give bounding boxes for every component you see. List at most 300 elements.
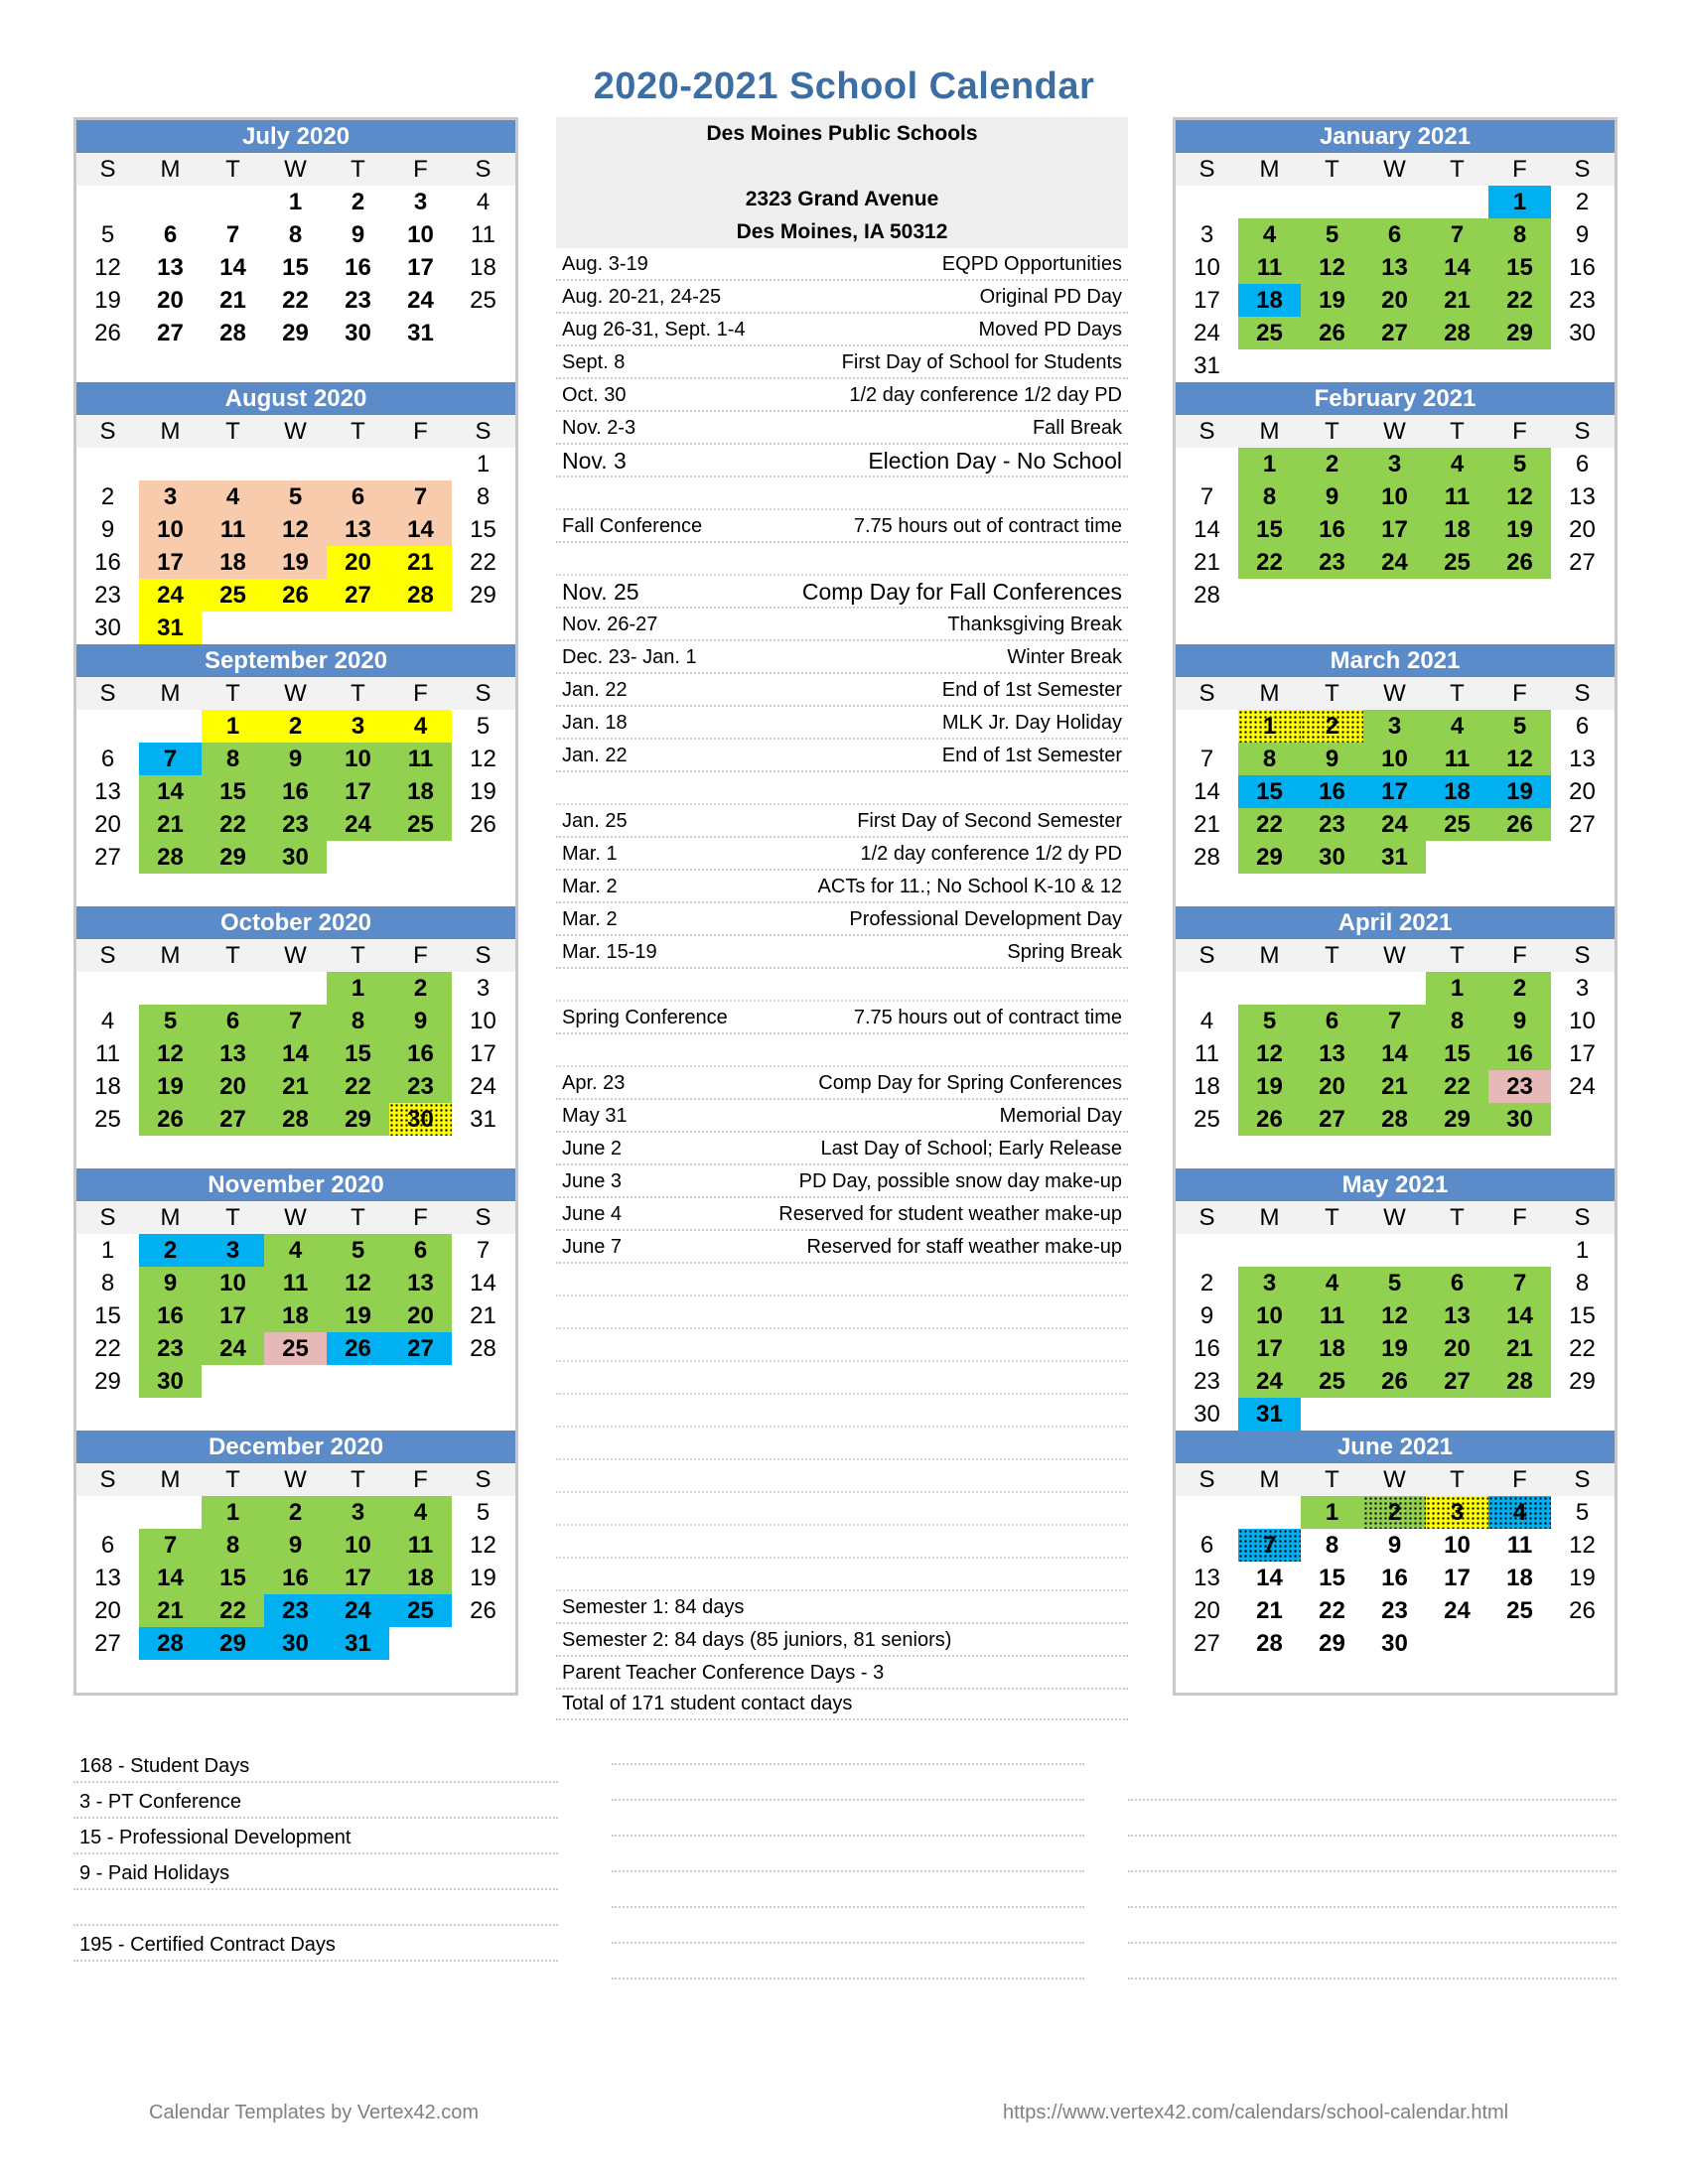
calendar-day[interactable]: 6: [1426, 1267, 1488, 1299]
calendar-day[interactable]: 11: [1506, 1532, 1533, 1559]
calendar-day[interactable]: 12: [1488, 480, 1551, 513]
calendar-day[interactable]: 10: [1363, 743, 1426, 775]
calendar-day[interactable]: 9: [1488, 1005, 1551, 1037]
calendar-day[interactable]: 27: [327, 579, 389, 612]
calendar-day[interactable]: 26: [327, 1332, 389, 1365]
calendar-day[interactable]: 12: [94, 254, 121, 281]
calendar-day[interactable]: 11: [1238, 251, 1301, 284]
calendar-day[interactable]: 23: [345, 287, 371, 314]
calendar-day[interactable]: 12: [470, 746, 496, 772]
calendar-day[interactable]: 1: [1575, 1237, 1590, 1264]
calendar-day[interactable]: 12: [1238, 1037, 1301, 1070]
calendar-day[interactable]: 23: [139, 1332, 202, 1365]
calendar-day[interactable]: 27: [1194, 1630, 1220, 1657]
calendar-day[interactable]: 7: [139, 743, 202, 775]
calendar-day[interactable]: 21: [1256, 1597, 1283, 1624]
calendar-day[interactable]: 8: [1426, 1005, 1488, 1037]
calendar-day[interactable]: 25: [389, 808, 452, 841]
calendar-day[interactable]: 13: [1569, 746, 1596, 772]
calendar-day[interactable]: 27: [1569, 811, 1596, 838]
calendar-day[interactable]: 29: [470, 582, 496, 609]
calendar-day[interactable]: 2: [139, 1234, 202, 1267]
calendar-day[interactable]: 20: [1426, 1332, 1488, 1365]
calendar-day[interactable]: 9: [1387, 1532, 1402, 1559]
calendar-day[interactable]: 21: [139, 808, 202, 841]
calendar-day[interactable]: 23: [389, 1070, 452, 1103]
calendar-day[interactable]: 30: [345, 320, 371, 346]
calendar-day[interactable]: 21: [389, 546, 452, 579]
calendar-day[interactable]: 23: [1301, 808, 1363, 841]
calendar-day[interactable]: 14: [1194, 516, 1220, 543]
calendar-day[interactable]: 5: [139, 1005, 202, 1037]
calendar-day[interactable]: 19: [327, 1299, 389, 1332]
calendar-day[interactable]: 19: [1488, 513, 1551, 546]
calendar-day[interactable]: 7: [1488, 1267, 1551, 1299]
calendar-day[interactable]: 5: [476, 1499, 491, 1526]
calendar-day[interactable]: 3: [1363, 448, 1426, 480]
calendar-day[interactable]: 3: [1238, 1267, 1301, 1299]
calendar-day[interactable]: 18: [470, 254, 496, 281]
calendar-day[interactable]: 31: [1238, 1398, 1301, 1431]
calendar-day[interactable]: 12: [1488, 743, 1551, 775]
calendar-day[interactable]: 26: [139, 1103, 202, 1136]
calendar-day[interactable]: 25: [264, 1332, 327, 1365]
calendar-day[interactable]: 29: [282, 320, 309, 346]
calendar-day[interactable]: 1: [202, 1496, 264, 1529]
calendar-day[interactable]: 16: [94, 549, 121, 576]
calendar-day[interactable]: 30: [264, 841, 327, 874]
calendar-day[interactable]: 17: [327, 1562, 389, 1594]
calendar-day[interactable]: 14: [264, 1037, 327, 1070]
calendar-day[interactable]: 24: [470, 1073, 496, 1100]
calendar-day[interactable]: 30: [1381, 1630, 1408, 1657]
calendar-day[interactable]: 28: [1488, 1365, 1551, 1398]
calendar-day[interactable]: 13: [389, 1267, 452, 1299]
calendar-day[interactable]: 28: [470, 1335, 496, 1362]
calendar-day[interactable]: 4: [1301, 1267, 1363, 1299]
calendar-day[interactable]: 13: [1426, 1299, 1488, 1332]
calendar-day[interactable]: 28: [1426, 317, 1488, 349]
calendar-day[interactable]: 18: [94, 1073, 121, 1100]
calendar-day[interactable]: 15: [202, 775, 264, 808]
calendar-day[interactable]: 5: [100, 221, 115, 248]
calendar-day[interactable]: 31: [407, 320, 434, 346]
calendar-day[interactable]: 5: [1301, 218, 1363, 251]
calendar-day[interactable]: 27: [94, 844, 121, 871]
calendar-day[interactable]: 2: [1301, 710, 1363, 743]
calendar-day[interactable]: 18: [1194, 1073, 1220, 1100]
calendar-day[interactable]: 18: [1426, 513, 1488, 546]
calendar-day[interactable]: 5: [1238, 1005, 1301, 1037]
calendar-day[interactable]: 26: [1488, 546, 1551, 579]
calendar-day[interactable]: 15: [1319, 1565, 1345, 1591]
calendar-day[interactable]: 13: [1363, 251, 1426, 284]
calendar-day[interactable]: 24: [327, 1594, 389, 1627]
calendar-day[interactable]: 28: [1363, 1103, 1426, 1136]
calendar-day[interactable]: 11: [389, 1529, 452, 1562]
calendar-day[interactable]: 16: [139, 1299, 202, 1332]
calendar-day[interactable]: 6: [163, 221, 178, 248]
calendar-day[interactable]: 20: [202, 1070, 264, 1103]
calendar-day[interactable]: 4: [1238, 218, 1301, 251]
calendar-day[interactable]: 22: [1488, 284, 1551, 317]
calendar-day[interactable]: 18: [1238, 284, 1301, 317]
calendar-day[interactable]: 24: [1363, 808, 1426, 841]
calendar-day[interactable]: 27: [202, 1103, 264, 1136]
calendar-day[interactable]: 7: [225, 221, 240, 248]
calendar-day[interactable]: 1: [100, 1237, 115, 1264]
calendar-day[interactable]: 5: [1488, 710, 1551, 743]
calendar-day[interactable]: 24: [1238, 1365, 1301, 1398]
calendar-day[interactable]: 6: [1575, 713, 1590, 740]
calendar-day[interactable]: 27: [1363, 317, 1426, 349]
calendar-day[interactable]: 7: [1199, 746, 1214, 772]
calendar-day[interactable]: 12: [1363, 1299, 1426, 1332]
calendar-day[interactable]: 20: [94, 811, 121, 838]
calendar-day[interactable]: 13: [1301, 1037, 1363, 1070]
calendar-day[interactable]: 15: [282, 254, 309, 281]
calendar-day[interactable]: 19: [470, 778, 496, 805]
calendar-day[interactable]: 23: [1194, 1368, 1220, 1395]
calendar-day[interactable]: 28: [389, 579, 452, 612]
calendar-day[interactable]: 13: [202, 1037, 264, 1070]
calendar-day[interactable]: 2: [100, 483, 115, 510]
calendar-day[interactable]: 11: [95, 1040, 120, 1067]
calendar-day[interactable]: 3: [327, 1496, 389, 1529]
calendar-day[interactable]: 17: [1363, 775, 1426, 808]
calendar-day[interactable]: 13: [1569, 483, 1596, 510]
calendar-day[interactable]: 30: [1194, 1401, 1220, 1428]
calendar-day[interactable]: 29: [202, 841, 264, 874]
calendar-day[interactable]: 10: [407, 221, 434, 248]
calendar-day[interactable]: 14: [139, 1562, 202, 1594]
calendar-day[interactable]: 17: [1194, 287, 1220, 314]
calendar-day[interactable]: 14: [1256, 1565, 1283, 1591]
calendar-day[interactable]: 4: [100, 1008, 115, 1034]
calendar-day[interactable]: 7: [1199, 483, 1214, 510]
calendar-day[interactable]: 7: [476, 1237, 491, 1264]
calendar-day[interactable]: 30: [94, 614, 121, 641]
calendar-day[interactable]: 7: [1363, 1005, 1426, 1037]
calendar-day[interactable]: 20: [327, 546, 389, 579]
calendar-day[interactable]: 28: [219, 320, 246, 346]
calendar-day[interactable]: 31: [1194, 352, 1220, 379]
calendar-day[interactable]: 18: [389, 1562, 452, 1594]
calendar-day[interactable]: 8: [1238, 480, 1301, 513]
calendar-day[interactable]: 8: [327, 1005, 389, 1037]
calendar-day[interactable]: 11: [1195, 1040, 1219, 1067]
calendar-day[interactable]: 2: [1363, 1496, 1426, 1529]
calendar-day[interactable]: 25: [1506, 1597, 1533, 1624]
calendar-day[interactable]: 21: [1194, 549, 1220, 576]
calendar-day[interactable]: 22: [202, 1594, 264, 1627]
calendar-day[interactable]: 15: [1426, 1037, 1488, 1070]
calendar-day[interactable]: 1: [1238, 710, 1301, 743]
calendar-day[interactable]: 17: [1569, 1040, 1596, 1067]
calendar-day[interactable]: 25: [1194, 1106, 1220, 1133]
calendar-day[interactable]: 3: [327, 710, 389, 743]
calendar-day[interactable]: 17: [202, 1299, 264, 1332]
calendar-day[interactable]: 15: [1238, 775, 1301, 808]
calendar-day[interactable]: 16: [1194, 1335, 1220, 1362]
calendar-day[interactable]: 26: [470, 1597, 496, 1624]
calendar-day[interactable]: 4: [389, 710, 452, 743]
calendar-day[interactable]: 2: [1301, 448, 1363, 480]
calendar-day[interactable]: 27: [157, 320, 184, 346]
calendar-day[interactable]: 8: [1488, 218, 1551, 251]
calendar-day[interactable]: 21: [264, 1070, 327, 1103]
calendar-day[interactable]: 20: [94, 1597, 121, 1624]
calendar-day[interactable]: 22: [202, 808, 264, 841]
calendar-day[interactable]: 4: [264, 1234, 327, 1267]
calendar-day[interactable]: 8: [476, 483, 491, 510]
calendar-day[interactable]: 8: [1575, 1270, 1590, 1297]
calendar-day[interactable]: 16: [264, 775, 327, 808]
calendar-day[interactable]: 26: [1569, 1597, 1596, 1624]
calendar-day[interactable]: 25: [202, 579, 264, 612]
calendar-day[interactable]: 24: [202, 1332, 264, 1365]
calendar-day[interactable]: 10: [1569, 1008, 1596, 1034]
calendar-day[interactable]: 20: [1569, 516, 1596, 543]
calendar-day[interactable]: 22: [470, 549, 496, 576]
calendar-day[interactable]: 8: [1238, 743, 1301, 775]
calendar-day[interactable]: 2: [389, 972, 452, 1005]
calendar-day[interactable]: 24: [407, 287, 434, 314]
calendar-day[interactable]: 11: [389, 743, 452, 775]
calendar-day[interactable]: 22: [1238, 808, 1301, 841]
calendar-day[interactable]: 22: [327, 1070, 389, 1103]
footer-url-link[interactable]: https://www.vertex42.com/calendars/school-calendar.html: [1003, 2102, 1509, 2123]
calendar-day[interactable]: 2: [1199, 1270, 1214, 1297]
calendar-day[interactable]: 14: [139, 775, 202, 808]
calendar-day[interactable]: 30: [389, 1103, 452, 1136]
calendar-day[interactable]: 12: [264, 513, 327, 546]
calendar-day[interactable]: 16: [345, 254, 371, 281]
calendar-day[interactable]: 9: [1301, 480, 1363, 513]
calendar-day[interactable]: 31: [470, 1106, 496, 1133]
calendar-day[interactable]: 16: [1488, 1037, 1551, 1070]
calendar-day[interactable]: 6: [100, 746, 115, 772]
calendar-day[interactable]: 10: [202, 1267, 264, 1299]
calendar-day[interactable]: 22: [1569, 1335, 1596, 1362]
calendar-day[interactable]: 10: [139, 513, 202, 546]
calendar-day[interactable]: 18: [264, 1299, 327, 1332]
calendar-day[interactable]: 1: [202, 710, 264, 743]
calendar-day[interactable]: 11: [264, 1267, 327, 1299]
calendar-day[interactable]: 10: [1238, 1299, 1301, 1332]
calendar-day[interactable]: 22: [1426, 1070, 1488, 1103]
calendar-day[interactable]: 27: [94, 1630, 121, 1657]
calendar-day[interactable]: 15: [1569, 1302, 1596, 1329]
calendar-day[interactable]: 28: [139, 1627, 202, 1660]
footer-credit[interactable]: Calendar Templates by Vertex42.com: [149, 2102, 480, 2123]
calendar-day[interactable]: 5: [264, 480, 327, 513]
calendar-day[interactable]: 18: [202, 546, 264, 579]
calendar-day[interactable]: 3: [413, 189, 428, 215]
calendar-day[interactable]: 21: [470, 1302, 496, 1329]
calendar-day[interactable]: 29: [1238, 841, 1301, 874]
calendar-day[interactable]: 7: [1426, 218, 1488, 251]
calendar-day[interactable]: 15: [1238, 513, 1301, 546]
calendar-day[interactable]: 4: [389, 1496, 452, 1529]
calendar-day[interactable]: 14: [219, 254, 246, 281]
calendar-day[interactable]: 16: [1569, 254, 1596, 281]
calendar-day[interactable]: 9: [389, 1005, 452, 1037]
calendar-day[interactable]: 16: [1381, 1565, 1408, 1591]
calendar-day[interactable]: 8: [202, 1529, 264, 1562]
calendar-day[interactable]: 25: [1301, 1365, 1363, 1398]
calendar-day[interactable]: 12: [1301, 251, 1363, 284]
calendar-day[interactable]: 15: [94, 1302, 121, 1329]
calendar-day[interactable]: 14: [470, 1270, 496, 1297]
calendar-day[interactable]: 24: [327, 808, 389, 841]
calendar-day[interactable]: 20: [1301, 1070, 1363, 1103]
calendar-day[interactable]: 10: [1444, 1532, 1471, 1559]
calendar-day[interactable]: 24: [1444, 1597, 1471, 1624]
calendar-day[interactable]: 14: [1194, 778, 1220, 805]
calendar-day[interactable]: 3: [1575, 975, 1590, 1002]
calendar-day[interactable]: 27: [1301, 1103, 1363, 1136]
calendar-day[interactable]: 17: [1444, 1565, 1471, 1591]
calendar-day[interactable]: 29: [327, 1103, 389, 1136]
calendar-day[interactable]: 19: [139, 1070, 202, 1103]
calendar-day[interactable]: 4: [476, 189, 491, 215]
calendar-day[interactable]: 6: [327, 480, 389, 513]
calendar-day[interactable]: 29: [1426, 1103, 1488, 1136]
calendar-day[interactable]: 6: [1575, 451, 1590, 478]
calendar-day[interactable]: 29: [94, 1368, 121, 1395]
calendar-day[interactable]: 9: [100, 516, 115, 543]
calendar-day[interactable]: 13: [1194, 1565, 1220, 1591]
calendar-day[interactable]: 12: [327, 1267, 389, 1299]
calendar-day[interactable]: 8: [1325, 1532, 1339, 1559]
calendar-day[interactable]: 19: [1238, 1070, 1301, 1103]
calendar-day[interactable]: 17: [139, 546, 202, 579]
calendar-day[interactable]: 21: [1426, 284, 1488, 317]
calendar-day[interactable]: 27: [1426, 1365, 1488, 1398]
calendar-day[interactable]: 1: [288, 189, 303, 215]
calendar-day[interactable]: 7: [139, 1529, 202, 1562]
calendar-day[interactable]: 21: [139, 1594, 202, 1627]
calendar-day[interactable]: 19: [1488, 775, 1551, 808]
calendar-day[interactable]: 15: [327, 1037, 389, 1070]
calendar-day[interactable]: 5: [1363, 1267, 1426, 1299]
calendar-day[interactable]: 11: [471, 221, 495, 248]
calendar-day[interactable]: 26: [94, 320, 121, 346]
calendar-day[interactable]: 21: [219, 287, 246, 314]
calendar-day[interactable]: 18: [1426, 775, 1488, 808]
calendar-day[interactable]: 30: [139, 1365, 202, 1398]
calendar-day[interactable]: 1: [1488, 186, 1551, 218]
calendar-day[interactable]: 14: [389, 513, 452, 546]
calendar-day[interactable]: 25: [470, 287, 496, 314]
calendar-day[interactable]: 10: [327, 1529, 389, 1562]
calendar-day[interactable]: 7: [264, 1005, 327, 1037]
calendar-day[interactable]: 20: [1363, 284, 1426, 317]
calendar-day[interactable]: 13: [94, 778, 121, 805]
calendar-day[interactable]: 18: [1301, 1332, 1363, 1365]
calendar-day[interactable]: 6: [1199, 1532, 1214, 1559]
calendar-day[interactable]: 17: [327, 775, 389, 808]
calendar-day[interactable]: 16: [1301, 775, 1363, 808]
calendar-day[interactable]: 6: [1363, 218, 1426, 251]
calendar-day[interactable]: 15: [202, 1562, 264, 1594]
calendar-day[interactable]: 6: [1301, 1005, 1363, 1037]
calendar-day[interactable]: 29: [1319, 1630, 1345, 1657]
calendar-day[interactable]: 30: [1488, 1103, 1551, 1136]
calendar-day[interactable]: 22: [94, 1335, 121, 1362]
calendar-day[interactable]: 19: [1363, 1332, 1426, 1365]
calendar-day[interactable]: 10: [1194, 254, 1220, 281]
calendar-day[interactable]: 4: [202, 480, 264, 513]
calendar-day[interactable]: 4: [1426, 710, 1488, 743]
calendar-day[interactable]: 26: [470, 811, 496, 838]
calendar-day[interactable]: 19: [1301, 284, 1363, 317]
calendar-day[interactable]: 11: [1426, 743, 1488, 775]
calendar-day[interactable]: 2: [1575, 189, 1590, 215]
calendar-day[interactable]: 26: [264, 579, 327, 612]
calendar-day[interactable]: 21: [1194, 811, 1220, 838]
calendar-day[interactable]: 25: [1426, 546, 1488, 579]
calendar-day[interactable]: 3: [1199, 221, 1214, 248]
calendar-day[interactable]: 24: [139, 579, 202, 612]
calendar-day[interactable]: 3: [476, 975, 491, 1002]
calendar-day[interactable]: 1: [1426, 972, 1488, 1005]
calendar-day[interactable]: 11: [1301, 1299, 1363, 1332]
calendar-day[interactable]: 3: [202, 1234, 264, 1267]
calendar-day[interactable]: 26: [1238, 1103, 1301, 1136]
calendar-day[interactable]: 26: [1363, 1365, 1426, 1398]
calendar-day[interactable]: 23: [1488, 1070, 1551, 1103]
calendar-day[interactable]: 12: [470, 1532, 496, 1559]
calendar-day[interactable]: 30: [1569, 320, 1596, 346]
calendar-day[interactable]: 20: [1569, 778, 1596, 805]
calendar-day[interactable]: 13: [94, 1565, 121, 1591]
calendar-day[interactable]: 12: [1569, 1532, 1596, 1559]
calendar-day[interactable]: 28: [264, 1103, 327, 1136]
calendar-day[interactable]: 8: [100, 1270, 115, 1297]
calendar-day[interactable]: 9: [1575, 221, 1590, 248]
calendar-day[interactable]: 10: [327, 743, 389, 775]
calendar-day[interactable]: 14: [1426, 251, 1488, 284]
calendar-day[interactable]: 25: [389, 1594, 452, 1627]
calendar-day[interactable]: 7: [389, 480, 452, 513]
calendar-day[interactable]: 31: [327, 1627, 389, 1660]
calendar-day[interactable]: 24: [1194, 320, 1220, 346]
calendar-day[interactable]: 15: [1488, 251, 1551, 284]
calendar-day[interactable]: 19: [470, 1565, 496, 1591]
calendar-day[interactable]: 23: [264, 1594, 327, 1627]
calendar-day[interactable]: 30: [264, 1627, 327, 1660]
calendar-day[interactable]: 22: [1319, 1597, 1345, 1624]
calendar-day[interactable]: 23: [1381, 1597, 1408, 1624]
calendar-day[interactable]: 29: [1569, 1368, 1596, 1395]
calendar-day[interactable]: 25: [94, 1106, 121, 1133]
calendar-day[interactable]: 6: [202, 1005, 264, 1037]
calendar-day[interactable]: 26: [1301, 317, 1363, 349]
calendar-day[interactable]: 20: [389, 1299, 452, 1332]
calendar-day[interactable]: 1: [327, 972, 389, 1005]
calendar-day[interactable]: 18: [1506, 1565, 1533, 1591]
calendar-day[interactable]: 28: [139, 841, 202, 874]
calendar-day[interactable]: 6: [389, 1234, 452, 1267]
calendar-day[interactable]: 22: [1238, 546, 1301, 579]
calendar-day[interactable]: 7: [1238, 1529, 1301, 1562]
calendar-day[interactable]: 16: [389, 1037, 452, 1070]
calendar-day[interactable]: 27: [389, 1332, 452, 1365]
calendar-day[interactable]: 9: [1301, 743, 1363, 775]
calendar-day[interactable]: 14: [1363, 1037, 1426, 1070]
